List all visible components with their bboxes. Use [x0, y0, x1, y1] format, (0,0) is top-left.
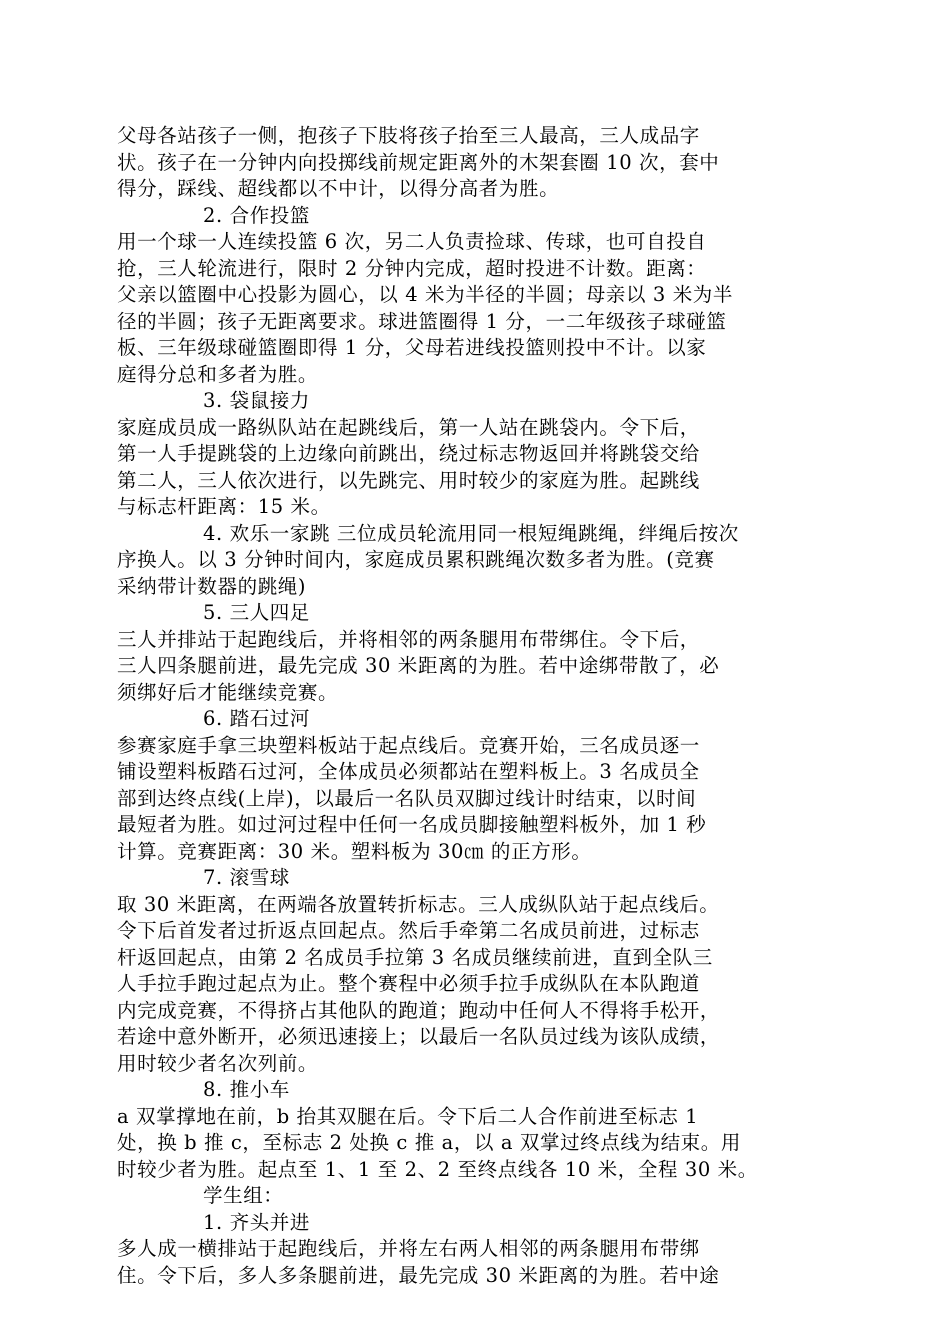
paragraph-line: 状。孩子在一分钟内向投掷线前规定距离外的木架套圈 10 次，套中 [117, 150, 720, 174]
paragraph-line: 家庭成员成一路纵队站在起跳线后，第一人站在跳袋内。令下后， [117, 415, 700, 439]
section-heading: 5. 三人四足 [203, 601, 311, 624]
paragraph-line: 人手拉手跑过起点为止。整个赛程中必须手拉手成纵队在本队跑道 [117, 972, 700, 995]
paragraph-line: 庭得分总和多者为胜。 [117, 362, 319, 386]
paragraph-line: 板、三年级球碰篮圈即得 1 分，父母若进线投篮则投中不计。以家 [117, 336, 707, 359]
section-heading: 6. 踏石过河 [203, 707, 311, 730]
paragraph-line: 父亲以篮圈中心投影为圆心，以 4 米为半径的半圆；母亲以 3 米为半 [117, 283, 734, 306]
section-heading: 7. 滚雪球 [203, 866, 290, 889]
paragraph-line: 令下后首发者过折返点回起点。然后手牵第二名成员前进，过标志 [117, 919, 700, 942]
paragraph-line: 三人四条腿前进，最先完成 30 米距离的为胜。若中途绑带散了，必 [117, 654, 720, 677]
section-heading: 学生组： [203, 1184, 284, 1207]
paragraph-line: 多人成一横排站于起跑线后，并将左右两人相邻的两条腿用布带绑 [117, 1237, 700, 1260]
paragraph-line: 父母各站孩子一侧，抱孩子下肢将孩子抬至三人最高，三人成品字 [117, 124, 700, 147]
paragraph-line: 最短者为胜。如过河过程中任何一名成员脚接触塑料板外，加 1 秒 [117, 813, 707, 836]
paragraph-line: 与标志杆距离：15 米。 [117, 495, 331, 518]
section-heading: 3. 袋鼠接力 [203, 389, 311, 412]
paragraph-line: 计算。竞赛距离：30 米。塑料板为 30㎝ 的正方形。 [117, 839, 592, 863]
paragraph-line: 杆返回起点，由第 2 名成员手拉第 3 名成员继续前进，直到全队三 [117, 945, 713, 969]
paragraph-line: 用时较少者名次列前。 [117, 1051, 319, 1075]
paragraph-line: 第二人，三人依次进行，以先跳完、用时较少的家庭为胜。起跳线 [117, 468, 700, 492]
paragraph-line: a 双掌撑地在前，b 抬其双腿在后。令下后二人合作前进至标志 1 [117, 1104, 699, 1128]
paragraph-line: 须绑好后才能继续竞赛。 [117, 680, 339, 704]
document-page [117, 123, 829, 1289]
paragraph-line: 内完成竞赛，不得挤占其他队的跑道；跑动中任何人不得将手松开， [117, 998, 721, 1022]
section-heading: 8. 推小车 [203, 1078, 290, 1101]
section-heading: 1. 齐头并进 [203, 1210, 311, 1234]
section-heading: 2. 合作投篮 [203, 203, 311, 227]
paragraph-line: 用一个球一人连续投篮 6 次，另二人负责捡球、传球，也可自投自 [117, 230, 707, 253]
paragraph-line: 铺设塑料板踏石过河，全体成员必须都站在塑料板上。3 名成员全 [117, 760, 700, 783]
paragraph-line: 参赛家庭手拿三块塑料板站于起点线后。竞赛开始，三名成员逐一 [117, 733, 700, 757]
paragraph-line: 若途中意外断开，必须迅速接上；以最后一名队员过线为该队成绩， [117, 1025, 721, 1048]
paragraph-line: 取 30 米距离，在两端各放置转折标志。三人成纵队站于起点线后。 [117, 892, 720, 916]
paragraph-line: 得分，踩线、超线都以不中计，以得分高者为胜。 [117, 177, 560, 200]
paragraph-line: 时较少者为胜。起点至 1、1 至 2、2 至终点线各 10 米，全程 30 米。 [117, 1157, 758, 1181]
paragraph-line: 抢，三人轮流进行，限时 2 分钟内完成，超时投进不计数。距离： [117, 256, 707, 280]
paragraph-line: 径的半圆；孩子无距离要求。球进篮圈得 1 分，一二年级孩子球碰篮 [117, 309, 727, 333]
paragraph-line: 序换人。以 3 分钟时间内，家庭成员累积跳绳次数多者为胜。(竞赛 [117, 548, 715, 571]
paragraph-line: 处，换 b 推 c，至标志 2 处换 c 推 a，以 a 双掌过终点线为结束。用 [117, 1131, 741, 1154]
paragraph-line: 住。令下后，多人多条腿前进，最先完成 30 米距离的为胜。若中途 [117, 1263, 720, 1287]
paragraph-line: 采纳带计数器的跳绳) [117, 574, 307, 598]
paragraph-line: 三人并排站于起跑线后，并将相邻的两条腿用布带绑住。令下后， [117, 627, 700, 651]
paragraph-line: 第一人手提跳袋的上边缘向前跳出，绕过标志物返回并将跳袋交给 [117, 442, 700, 465]
section-heading: 4. 欢乐一家跳 三位成员轮流用同一根短绳跳绳，绊绳后按次 [203, 521, 739, 545]
paragraph-line: 部到达终点线(上岸)，以最后一名队员双脚过线计时结束，以时间 [117, 786, 697, 810]
